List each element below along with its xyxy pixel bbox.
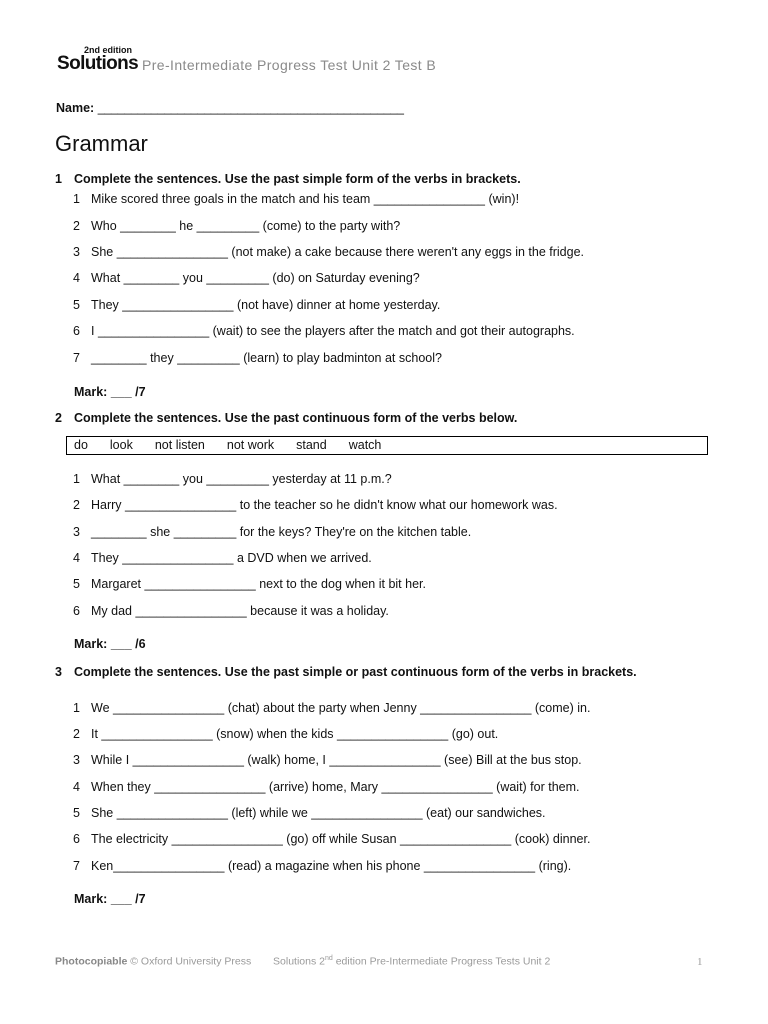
list-item: 6 My dad ________________ because it was a holiday. bbox=[73, 604, 389, 618]
name-field bbox=[56, 101, 404, 115]
section-title: Grammar bbox=[55, 131, 148, 156]
exercise-2-mark: Mark: ___ /6 bbox=[74, 637, 146, 651]
exercise-2-heading bbox=[55, 411, 518, 425]
document-title: Pre-Intermediate Progress Test Unit 2 Test B bbox=[142, 57, 437, 73]
list-item: 2 Harry ________________ to the teacher so he didn't know what our homework was. bbox=[73, 498, 558, 512]
list-item: 5 They ________________ (not have) dinner at home yesterday. bbox=[73, 298, 441, 312]
exercise-number: 3 bbox=[55, 665, 62, 679]
exercise-number: 2 bbox=[55, 411, 62, 425]
word-box-item: look bbox=[109, 438, 133, 452]
list-item: 3 She ________________ (not make) a cake because there weren't any eggs in the fridge. bbox=[73, 245, 585, 259]
word-box-item: stand bbox=[296, 438, 327, 452]
list-item: 6 The electricity ________________ (go) off while Susan ________________ (cook) dinner. bbox=[73, 832, 591, 846]
series-text-rest: edition Pre-Intermediate Progress Tests Unit 2 bbox=[332, 955, 551, 968]
word-box-item: do bbox=[74, 438, 88, 452]
list-item: 1 What ________ you _________ yesterday at 11 p.m.? bbox=[73, 472, 392, 486]
exercise-3-heading bbox=[55, 665, 637, 679]
exercise-3-mark: Mark: ___ /7 bbox=[74, 892, 146, 906]
word-box-item: watch bbox=[348, 438, 382, 452]
exercise-instruction: Complete the sentences. Use the past simple form of the verbs in brackets. bbox=[74, 172, 521, 186]
exercise-instruction: Complete the sentences. Use the past continuous form of the verbs below. bbox=[74, 411, 518, 425]
list-item: 2 Who ________ he _________ (come) to the party with? bbox=[73, 219, 401, 233]
solutions-logo: Solutions bbox=[57, 53, 139, 74]
list-item: 4 When they ________________ (arrive) home, Mary ________________ (wait) for them. bbox=[73, 780, 580, 794]
list-item: 7 ________ they _________ (learn) to play badminton at school? bbox=[73, 351, 442, 365]
word-box-item: not work bbox=[226, 438, 275, 452]
list-item: 5 She ________________ (left) while we ________________ (eat) our sandwiches. bbox=[73, 806, 546, 820]
list-item: 7 Ken________________ (read) a magazine when his phone ________________ (ring). bbox=[73, 859, 572, 873]
exercise-instruction: Complete the sentences. Use the past simple or past continuous form of the verbs in brackets. bbox=[74, 665, 637, 679]
logo-edition: 2nd edition bbox=[84, 45, 132, 55]
list-item: 6 I ________________ (wait) to see the players after the match and got their autographs. bbox=[73, 324, 575, 338]
list-item: 4 What ________ you _________ (do) on Saturday evening? bbox=[73, 271, 420, 285]
list-item: 1 Mike scored three goals in the match and his team ________________ (win)! bbox=[73, 192, 520, 206]
name-label: Name: bbox=[56, 101, 95, 115]
exercise-1-mark: Mark: ___ /7 bbox=[74, 385, 146, 399]
word-box-item: not listen bbox=[154, 438, 205, 452]
series-sup: nd bbox=[325, 955, 333, 962]
exercise-1-heading bbox=[55, 172, 521, 186]
list-item: 3 While I ________________ (walk) home, I ________________ (see) Bill at the bus stop. bbox=[73, 753, 582, 767]
list-item: 2 It ________________ (snow) when the kids ________________ (go) out. bbox=[73, 727, 499, 741]
page-number: 1 bbox=[697, 956, 703, 968]
list-item: 3 ________ she _________ for the keys? They're on the kitchen table. bbox=[73, 525, 472, 539]
list-item: 4 They ________________ a DVD when we arrived. bbox=[73, 551, 372, 565]
name-blank: ______________________________________________ bbox=[97, 101, 404, 115]
list-item: 1 We ________________ (chat) about the party when Jenny ________________ (come) in. bbox=[73, 701, 591, 715]
photocopiable-label: Photocopiable bbox=[55, 955, 128, 968]
footer bbox=[55, 955, 550, 968]
list-item: 5 Margaret ________________ next to the dog when it bit her. bbox=[73, 577, 426, 591]
word-box bbox=[66, 436, 708, 455]
series-text: Solutions 2 bbox=[273, 955, 325, 968]
exercise-number: 1 bbox=[55, 172, 62, 186]
copyright-text: © Oxford University Press bbox=[130, 955, 252, 968]
